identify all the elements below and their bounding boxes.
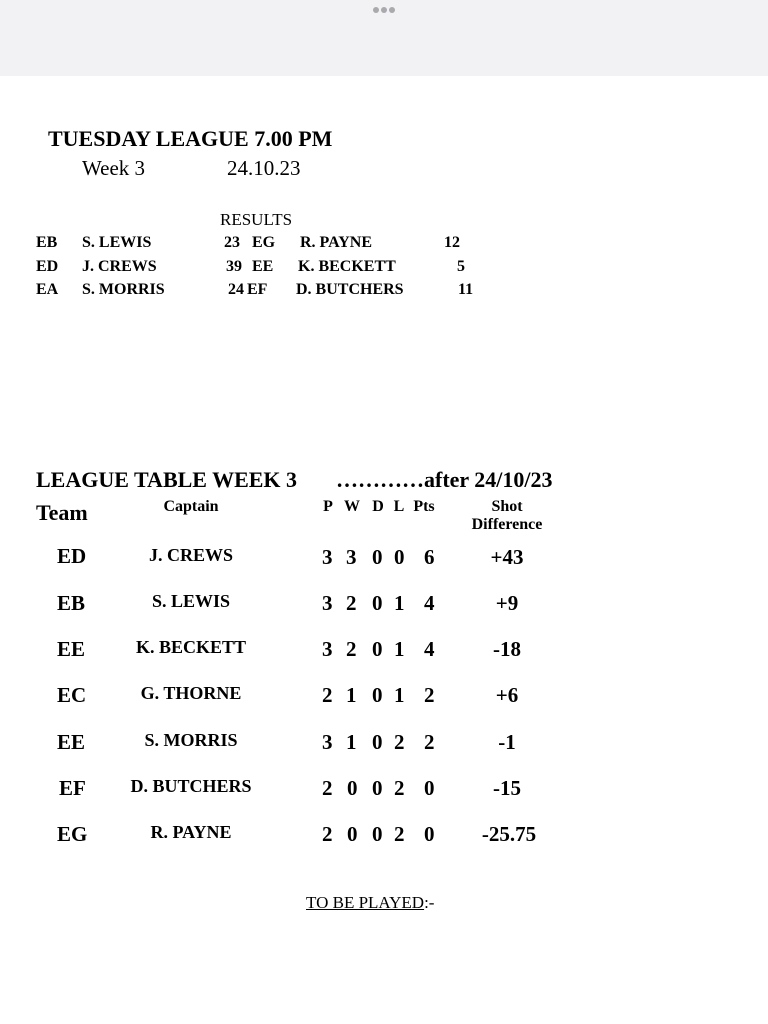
- shot-difference-value: +9: [495, 591, 519, 615]
- points-value: 4: [424, 591, 435, 615]
- document-title: TUESDAY LEAGUE 7.00 PM: [48, 126, 333, 151]
- away-score: 11: [458, 281, 474, 298]
- column-shot-difference: [457, 498, 557, 534]
- away-team: EE: [252, 258, 274, 275]
- won-value: 3: [346, 545, 357, 569]
- column-team: Team: [36, 500, 88, 525]
- played-value: 3: [322, 545, 333, 569]
- lost-value: 1: [394, 637, 405, 661]
- points-value: 0: [424, 776, 435, 800]
- column-drawn: D: [372, 498, 384, 515]
- played-value: 2: [322, 822, 333, 846]
- column-lost: L: [393, 498, 405, 515]
- lost-value: 2: [394, 776, 405, 800]
- captain-name: G. THORNE: [140, 683, 242, 703]
- home-team: EB: [36, 234, 58, 251]
- points-value: 0: [424, 822, 435, 846]
- dot: [381, 7, 387, 13]
- won-value: 0: [347, 822, 358, 846]
- captain-name: D. BUTCHERS: [130, 776, 252, 796]
- points-value: 2: [424, 730, 435, 754]
- away-score: 12: [444, 234, 460, 251]
- shot-difference-value: -18: [493, 637, 521, 661]
- to-be-played-label: TO BE PLAYED: [306, 893, 425, 912]
- home-captain: S. MORRIS: [82, 281, 165, 298]
- shot-difference-value: -1: [498, 730, 516, 754]
- lost-value: 2: [394, 822, 405, 846]
- captain-name: K. BECKETT: [135, 637, 247, 657]
- to-be-played-suffix: :-: [424, 893, 435, 912]
- home-score: 39: [226, 258, 242, 275]
- drawn-value: 0: [372, 776, 383, 800]
- team-code: EG: [57, 822, 88, 846]
- team-code: EB: [57, 591, 86, 615]
- captain-name: S. LEWIS: [151, 591, 231, 611]
- away-captain: R. PAYNE: [300, 234, 373, 251]
- league-table-heading: LEAGUE TABLE WEEK 3: [36, 467, 298, 492]
- won-value: 0: [347, 776, 358, 800]
- away-captain: K. BECKETT: [298, 258, 396, 275]
- played-value: 2: [322, 776, 333, 800]
- results-heading: RESULTS: [220, 210, 293, 229]
- away-captain: D. BUTCHERS: [296, 281, 404, 298]
- lost-value: 0: [394, 545, 405, 569]
- week-label: Week 3: [82, 156, 146, 180]
- home-team: ED: [36, 258, 59, 275]
- drawn-value: 0: [372, 637, 383, 661]
- captain-name: R. PAYNE: [150, 822, 232, 842]
- captain-name: J. CREWS: [148, 545, 233, 565]
- to-be-played: [306, 893, 434, 913]
- points-value: 2: [424, 683, 435, 707]
- won-value: 2: [346, 591, 357, 615]
- shot-label: Shot: [491, 498, 523, 515]
- away-team: EG: [252, 234, 276, 251]
- column-captain: Captain: [163, 498, 219, 515]
- shot-difference-value: +43: [490, 545, 524, 569]
- drawn-value: 0: [372, 730, 383, 754]
- drawn-value: 0: [372, 591, 383, 615]
- points-value: 6: [424, 545, 435, 569]
- won-value: 1: [346, 730, 357, 754]
- team-code: EC: [57, 683, 87, 707]
- shot-difference-value: -25.75: [481, 822, 537, 846]
- more-options-icon[interactable]: [373, 7, 395, 13]
- points-value: 4: [424, 637, 435, 661]
- column-points: Pts: [413, 498, 435, 515]
- lost-value: 2: [394, 730, 405, 754]
- league-table-after: …………after 24/10/23: [336, 467, 553, 492]
- home-team: EA: [36, 281, 59, 298]
- home-captain: J. CREWS: [82, 258, 157, 275]
- shot-difference-value: +6: [495, 683, 519, 707]
- dot: [389, 7, 395, 13]
- played-value: 2: [322, 683, 333, 707]
- difference-label: Difference: [471, 516, 543, 533]
- home-score: 23: [224, 234, 240, 251]
- drawn-value: 0: [372, 545, 383, 569]
- drawn-value: 0: [372, 822, 383, 846]
- top-bar: [0, 0, 768, 76]
- team-code: ED: [57, 544, 87, 568]
- home-captain: S. LEWIS: [82, 234, 152, 251]
- drawn-value: 0: [372, 683, 383, 707]
- column-won: W: [344, 498, 360, 515]
- lost-value: 1: [394, 591, 405, 615]
- column-played: P: [323, 498, 333, 515]
- lost-value: 1: [394, 683, 405, 707]
- team-code: EE: [57, 730, 86, 754]
- team-code: EF: [59, 776, 86, 800]
- away-score: 5: [457, 258, 465, 275]
- played-value: 3: [322, 637, 333, 661]
- home-score: 24: [228, 281, 244, 298]
- won-value: 2: [346, 637, 357, 661]
- shot-difference-value: -15: [493, 776, 521, 800]
- won-value: 1: [346, 683, 357, 707]
- played-value: 3: [322, 730, 333, 754]
- dot: [373, 7, 379, 13]
- played-value: 3: [322, 591, 333, 615]
- team-code: EE: [57, 637, 86, 661]
- date-label: 24.10.23: [227, 156, 301, 180]
- away-team: EF: [247, 281, 268, 298]
- captain-name: S. MORRIS: [144, 730, 238, 750]
